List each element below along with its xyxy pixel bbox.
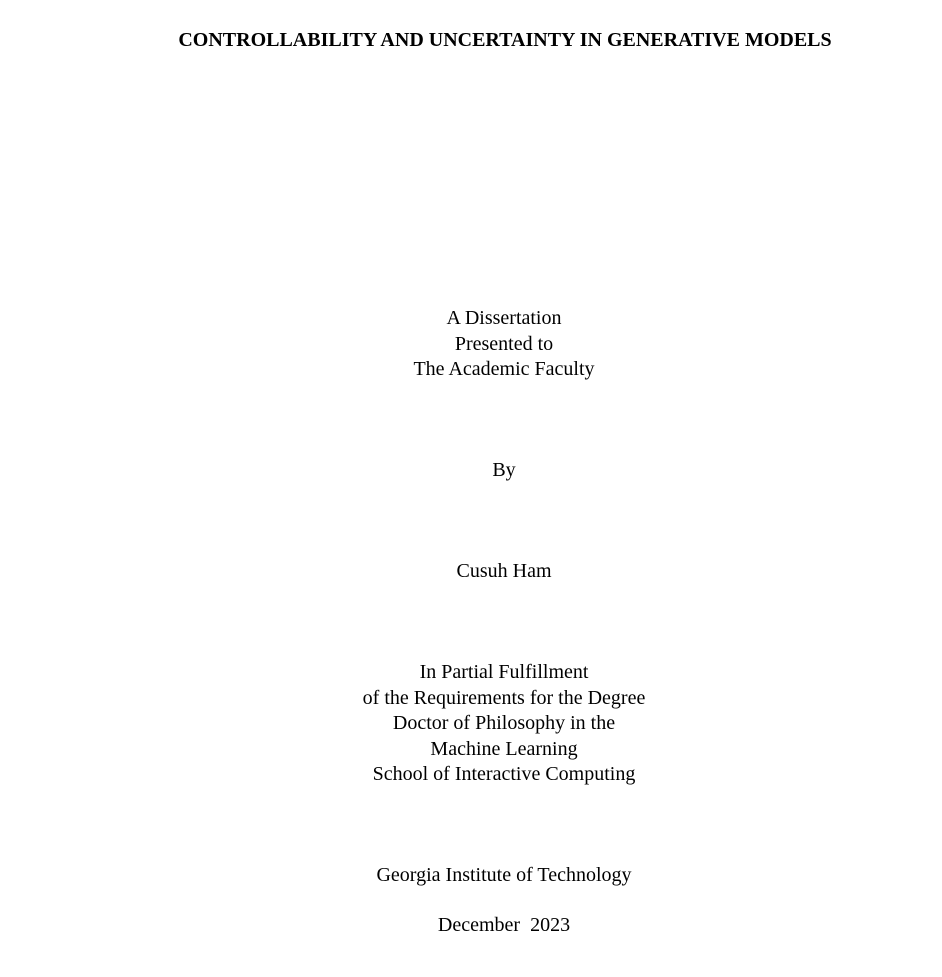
by-label: By (492, 459, 516, 481)
fulfillment-line: of the Requirements for the Degree (362, 686, 646, 709)
fulfillment-block (0, 660, 942, 788)
presented-line: The Academic Faculty (413, 358, 595, 380)
fulfillment-line: Doctor of Philosophy in the (392, 712, 616, 734)
dissertation-title: CONTROLLABILITY AND UNCERTAINTY IN GENERATIVE MODELS (178, 29, 832, 51)
fulfillment-line: In Partial Fulfillment (419, 661, 589, 683)
fulfillment-line: School of Interactive Computing (372, 763, 636, 785)
submission-date: December 2023 (437, 914, 571, 936)
presented-block (0, 306, 942, 383)
presented-line: Presented to (454, 332, 554, 355)
fulfillment-line: Machine Learning (430, 737, 578, 760)
institution-name: Georgia Institute of Technology (376, 864, 632, 886)
author-name: Cusuh Ham (456, 560, 552, 582)
presented-line: A Dissertation (446, 307, 562, 329)
